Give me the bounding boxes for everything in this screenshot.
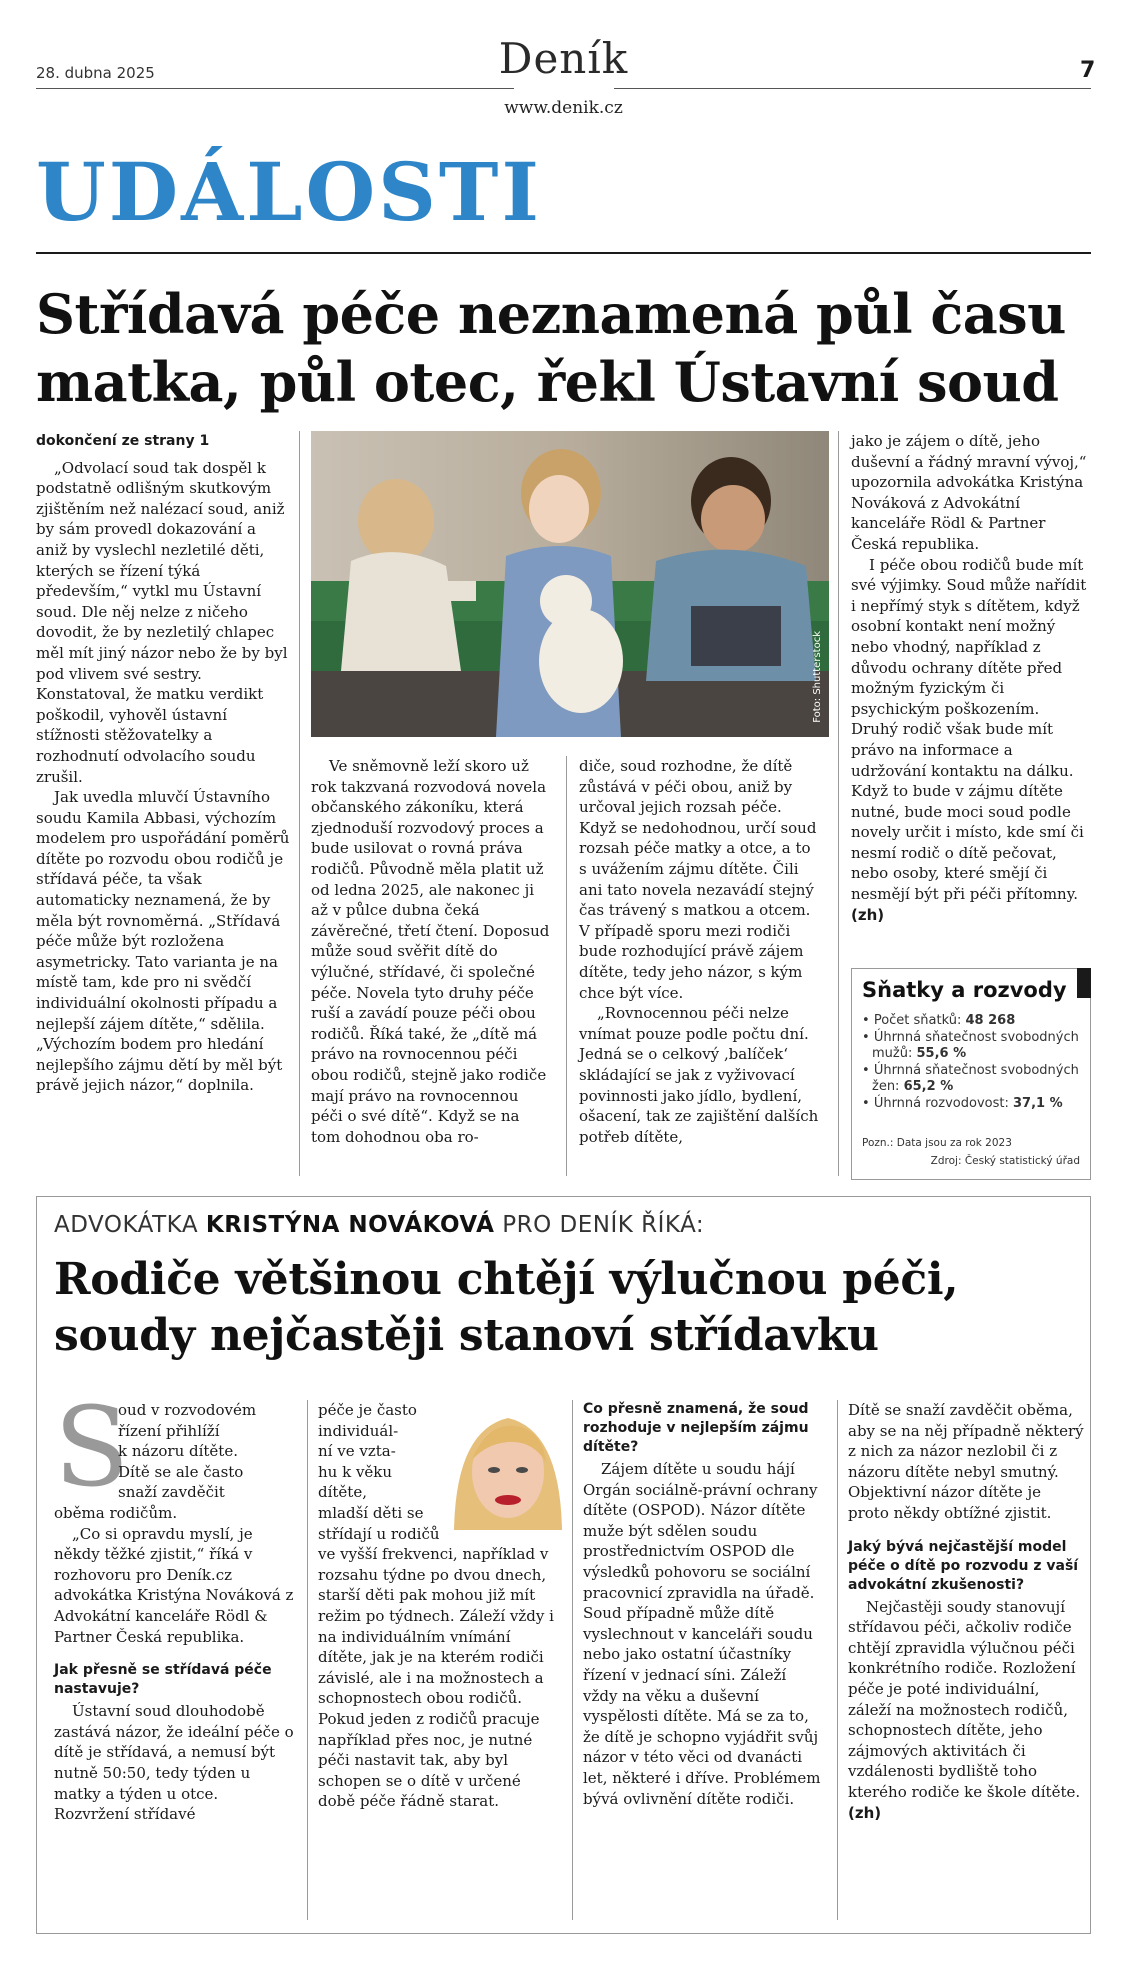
dropcap-letter: S	[54, 1383, 130, 1511]
infobox-corner-mark	[1077, 968, 1091, 998]
photo-credit: Foto: Shutterstock	[812, 631, 823, 723]
infobox-item: • Počet sňatků: 48 268	[862, 1013, 1016, 1028]
interview-column-2	[318, 1400, 560, 1812]
paragraph: jako je zájem o dítě, jeho duševní a řádný mravní vývoj,“ upozornila advokátka Kristýna Nováková z Advokátní kanceláře Rödl & Partner Česká republika.	[851, 432, 1087, 553]
portrait-wrap-lines: péče je často individuál- ní ve vzta- hu k věku dítěte, mladší děti se střídají u rodičů	[318, 1401, 440, 1543]
section-title: UDÁLOSTI	[36, 145, 542, 239]
interview-question: Jaký bývá nejčastější model péče o dítě po rozvodu z vaší advokátní zkušenosti?	[848, 1538, 1079, 1593]
header-rule-left	[36, 88, 514, 89]
infobox-note: Pozn.: Data jsou za rok 2023	[862, 1137, 1012, 1149]
author-sign: (zh)	[851, 905, 885, 924]
interview-column-4	[848, 1400, 1084, 1823]
headline-line-1: Střídavá péče neznamená půl času	[36, 282, 1066, 346]
interview-headline-line-2: soudy nejčastěji stanoví střídavku	[54, 1310, 879, 1361]
infobox-source: Zdroj: Český statistický úřad	[930, 1155, 1080, 1167]
infobox-item: • Úhrnná sňatečnost svobodných žen: 65,2 %	[862, 1062, 1079, 1094]
infobox-item: • Úhrnná sňatečnost svobodných mužů: 55,6 %	[862, 1029, 1079, 1061]
paragraph: I péče obou rodičů bude mít své výjimky. Soud může nařídit i nepřímý styk s dítětem, když osobní kontakt není možný nebo vhodný, například z důvodu ochrany dítěte před možným fyzickým či psychickým poškozením. Druhý rodič však bude mít právo na informace a udržování kontaktu na dálku. Když to bude v zájmu dítěte nutné, bude moci soud podle novely určit i místo, kde smí či nesmí rodič o dítě pečovat, nebo osoby, které smějí či nesmějí být při péči přítomny. (zh)	[851, 555, 1087, 924]
column-rule	[837, 1400, 838, 1920]
interview-question: Jak přesně se střídavá péče nastavuje?	[54, 1662, 272, 1698]
header-rule-right	[614, 88, 1091, 89]
author-sign: (zh)	[848, 1803, 882, 1822]
family-photo-illustration	[311, 431, 829, 737]
interview-answer: Zájem dítěte u soudu hájí Orgán sociálně-právní ochrany dítěte (OSPOD). Názor dítěte muže být sdělen soudu prostřednictvím OSPOD dle výsledků pohovoru se sociální pracovnicí zpravidla na úřadě. Soud případně může dítě vyslechnout v kanceláři soudu nebo jako ostatní účastníky řízení v jednací síni. Záleží vždy na věku a duševní vyspělosti dítěte. Má se za to, že dítě je schopno vyjádřit svůj názor v této věci od dvanácti let, některé i dříve. Problémem bývá ovlivnění dítěte rodiči.	[583, 1460, 821, 1808]
infobox-item: • Úhrnná rozvodovost: 37,1 %	[862, 1095, 1063, 1111]
paragraph: „Odvolací soud tak dospěl k podstatně odlišným skutkovým zjištěním než nalézací soud, aniž by sám provedl dokazování a aniž by vyslechl nezletilé děti, kterých se řízení týká především,“ vytkl mu Ústavní soud. Dle něj nelze z ničeho dovodit, že by nezletilý chlapec měl mít jiný názor nebo že by byl pod vlivem své sestry. Konstatoval, že matku verdikt poškodil, vyhověl ústavní stížnosti stěžovatelky a rozhodnutí odvolacího soudu zrušil.	[36, 458, 288, 786]
paragraph: „Co si opravdu myslí, je někdy těžké zjistit,“ říká v rozhovoru pro Deník.cz advokátka Kristýna Nováková z Advokátní kanceláře Rödl & Partner Česká republika.	[54, 1524, 294, 1646]
interview-question: Co přesně znamená, že soud rozhoduje v nejlepším zájmu dítěte?	[583, 1401, 809, 1455]
article-column-4	[851, 431, 1091, 925]
column-rule	[838, 431, 839, 1176]
paragraph: oběma rodičům.	[54, 1504, 178, 1522]
column-rule	[299, 431, 300, 1176]
interview-kicker: ADVOKÁTKA KRISTÝNA NOVÁKOVÁ PRO DENÍK ŘÍKÁ:	[54, 1212, 705, 1238]
paragraph: diče, soud rozhodne, že dítě zůstává v péči obou, aniž by určoval jejich rozsah péče. Když se nedohodnou, určí soud rozsah péče matky a otce, a to s uvážením zájmu dítěte. Čili ani tato novela nezavádí stejný čas trávený s matkou a otcem. V případě sporu mezi rodiči bude rozhodující právě zájem dítěte, tedy jeho názor, s kým chce být více.	[579, 757, 817, 1002]
infobox-title: Sňatky a rozvody	[862, 978, 1067, 1002]
page-number: 7	[1080, 58, 1096, 83]
masthead-logo: Deník	[498, 34, 629, 83]
paragraph: ve vyšší frekvenci, například v rozsahu týdne po dvou dnech, starší děti pak mohou již mít režim po týdnech. Záleží vždy i na individuálním vnímání dítěte, jak je na kterém rodiči závislé, ale i na možnostech a schopnostech obou rodičů. Pokud jeden z rodičů pracuje například přes noc, je nutné péči nastavit tak, aby byl schopen se o dítě v určené době péče řádně starat.	[318, 1545, 554, 1811]
interview-answer: Nejčastěji soudy stanovují střídavou péči, ačkoliv rodiče chtějí zpravidla výlučnou péči konkrétního rodiče. Rozložení péče je poté individuální, záleží na možnostech rodičů, schopnostech dítěte, jeho zájmových aktivitách či vzdálenosti bydliště toho kterého rodiče ke škole dítěte. (zh)	[848, 1597, 1081, 1822]
interview-headline-line-1: Rodiče většinou chtějí výlučnou péči,	[54, 1254, 959, 1305]
site-url[interactable]: www.denik.cz	[504, 98, 623, 118]
interview-headline	[54, 1252, 958, 1364]
section-rule	[36, 252, 1091, 254]
column-rule	[307, 1400, 308, 1920]
column-rule	[566, 756, 567, 1176]
interview-column-3	[583, 1400, 825, 1809]
paragraph: Ve sněmovně leží skoro už rok takzvaná rozvodová novela občanského zákoníku, která zjednoduší rozvodový proces a bude usilovat o rovná práva rodičů. Původně měla platit už od ledna 2025, ale nakonec ji až v půlce dubna čeká závěrečné, třetí čtení. Doposud může soud svěřit dítě do výlučné, střídavé, či společné péče. Novela tyto druhy péče ruší a zavádí pouze péči obou rodičů. Říká také, že „dítě má právo na rovnocennou péči obou rodičů, stejně jako rodiče mají právo na rovnocennou péči o své dítě“. Když se na tom dohodnou oba ro-	[311, 757, 550, 1146]
paragraph: Dítě se snaží zavděčit oběma, aby se na něj případně některý z nich za názor nezlobil či z názoru dítěte nebyl smutný. Objektivní názor dítěte je proto někdy obtížné zjistit.	[848, 1401, 1084, 1522]
article-column-1	[36, 431, 290, 1096]
article-column-3	[579, 756, 821, 1147]
issue-date: 28. dubna 2025	[36, 64, 155, 82]
column-rule	[572, 1400, 573, 1920]
interview-column-1	[54, 1383, 296, 1825]
dropcap-lines: oud v rozvodovém řízení přihlíží k názoru dítěte. Dítě se ale často snaží zavděčit	[118, 1401, 257, 1502]
paragraph: „Rovnocennou péči nelze vnímat pouze podle počtu dní. Jedná se o celkový ‚balíček‘ skládající se jak z vyživovací povinnosti jako jídlo, bydlení, ošacení, tak ze zajištění dalších potřeb dítěte,	[579, 1004, 819, 1146]
stats-infobox	[851, 968, 1091, 1180]
article-photo	[311, 431, 829, 737]
headline-line-2: matka, půl otec, řekl Ústavní soud	[36, 350, 1059, 414]
infobox-list	[862, 1013, 1082, 1112]
article-headline	[36, 280, 1066, 416]
dropcap-block	[54, 1383, 296, 1511]
article-column-2	[311, 756, 553, 1147]
interview-answer: Ústavní soud dlouhodobě zastává názor, že ideální péče o dítě je střídavá, a nemusí být nutně 50:50, tedy týden u matky a týden u otce. Rozvržení střídavé	[54, 1702, 294, 1824]
continuation-note: dokončení ze strany 1	[36, 433, 210, 449]
paragraph: Jak uvedla mluvčí Ústavního soudu Kamila Abbasi, výchozím modelem pro uspořádání poměrů dítěte po rozvodu obou rodičů je střídavá péče, ta však automaticky neznamená, že by měla být rovnoměrná. „Střídavá péče může být rozložena asymetricky. Tato varianta je na místě tam, kde pro ni svědčí individuální okolnosti případu a nejlepší zájem dítěte,“ sdělila. „Výchozím bodem pro hledání nejlepšího zájmu dětí by měl být právě jejich názor,“ doplnila.	[36, 788, 290, 1095]
